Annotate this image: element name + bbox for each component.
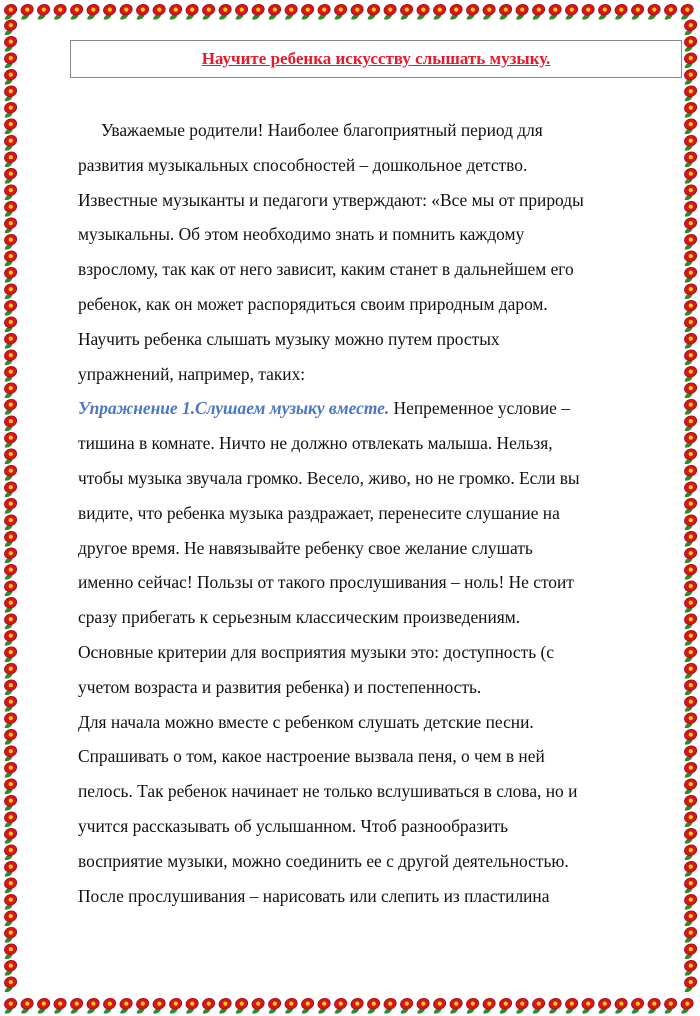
red-flower-icon [528, 3, 547, 20]
red-flower-icon [0, 794, 19, 812]
red-flower-icon [0, 365, 19, 383]
red-flower-icon [680, 860, 699, 878]
red-flower-icon [680, 447, 699, 465]
red-flower-icon [0, 513, 19, 531]
red-flower-icon [660, 997, 679, 1015]
red-flower-icon [116, 997, 135, 1015]
red-flower-icon [0, 233, 19, 251]
red-flower-icon [231, 997, 250, 1015]
red-flower-icon [611, 997, 630, 1015]
paragraph-line: пелось. Так ребенок начинает не только вслушиваться в слова, но и [78, 781, 578, 802]
red-flower-icon [479, 997, 498, 1015]
red-flower-icon [578, 997, 597, 1015]
red-flower-icon [0, 84, 19, 102]
red-flower-icon [0, 266, 19, 284]
red-flower-icon [0, 563, 19, 581]
red-flower-icon [132, 997, 151, 1015]
red-flower-icon [680, 84, 699, 102]
red-flower-icon [545, 997, 564, 1015]
red-flower-icon [680, 728, 699, 746]
red-flower-icon [0, 282, 19, 300]
red-flower-icon [314, 997, 333, 1015]
red-flower-icon [578, 3, 597, 20]
red-flower-icon [281, 3, 300, 20]
red-flower-icon [0, 678, 19, 696]
red-flower-icon [0, 827, 19, 845]
red-flower-icon [680, 645, 699, 663]
red-flower-icon [0, 117, 19, 135]
red-flower-icon [627, 3, 646, 20]
red-flower-icon [363, 3, 382, 20]
red-flower-icon [680, 744, 699, 762]
red-flower-icon [0, 843, 19, 861]
red-flower-icon [0, 530, 19, 548]
red-flower-icon [0, 183, 19, 201]
red-flower-icon [680, 975, 699, 993]
red-flower-icon [0, 68, 19, 86]
red-flower-icon [182, 997, 201, 1015]
red-flower-icon [680, 150, 699, 168]
red-flower-icon [0, 150, 19, 168]
red-flower-icon [363, 997, 382, 1015]
paragraph-line: взрослому, так как от него зависит, каким станет в дальнейшем его [78, 259, 574, 280]
red-flower-icon [0, 695, 19, 713]
red-flower-icon [680, 216, 699, 234]
red-flower-icon [680, 678, 699, 696]
red-flower-icon [0, 596, 19, 614]
red-flower-icon [0, 332, 19, 350]
red-flower-icon [0, 299, 19, 317]
red-flower-icon [0, 249, 19, 267]
paragraph-line: Основные критерии для восприятия музыки это: доступность (с [78, 641, 555, 662]
red-flower-icon [495, 997, 514, 1015]
red-flower-icon [680, 959, 699, 977]
red-flower-icon [0, 497, 19, 515]
red-flower-icon [680, 827, 699, 845]
red-flower-icon [680, 68, 699, 86]
red-flower-icon [462, 997, 481, 1015]
red-flower-icon [680, 563, 699, 581]
red-flower-icon [680, 282, 699, 300]
red-flower-icon [680, 794, 699, 812]
red-flower-icon [561, 3, 580, 20]
paragraph-line: музыкальны. Об этом необходимо знать и помнить каждому [78, 224, 525, 245]
red-flower-icon [99, 997, 118, 1015]
red-flower-icon [0, 744, 19, 762]
exercise-title: Упражнение 1.Слушаем музыку вместе. [78, 398, 390, 419]
red-flower-icon [680, 942, 699, 960]
red-flower-icon [0, 167, 19, 185]
red-flower-icon [680, 909, 699, 927]
paragraph-line: После прослушивания – нарисовать или слепить из пластилина [78, 885, 550, 906]
paragraph-line: чтобы музыка звучала громко. Весело, живо, но не громко. Если вы [78, 467, 580, 488]
red-flower-icon [680, 200, 699, 218]
red-flower-icon [680, 629, 699, 647]
red-flower-icon [330, 997, 349, 1015]
red-flower-icon [264, 997, 283, 1015]
red-flower-icon [297, 3, 316, 20]
red-flower-icon [680, 612, 699, 630]
red-flower-icon [264, 3, 283, 20]
red-flower-icon [680, 464, 699, 482]
red-flower-icon [680, 134, 699, 152]
paragraph-line: тишина в комнате. Ничто не должно отвлекать малыша. Нельзя, [78, 433, 553, 454]
red-flower-icon [396, 3, 415, 20]
red-flower-icon [680, 266, 699, 284]
paragraph-line: Спрашивать о том, какое настроение вызвала пеня, о чем в ней [78, 746, 545, 767]
red-flower-icon [0, 546, 19, 564]
border-bottom [0, 996, 700, 1016]
red-flower-icon [297, 997, 316, 1015]
red-flower-icon [680, 711, 699, 729]
red-flower-icon [0, 942, 19, 960]
exercise-first-line [78, 391, 678, 426]
red-flower-icon [0, 629, 19, 647]
red-flower-icon [644, 3, 663, 20]
red-flower-icon [680, 381, 699, 399]
red-flower-icon [0, 134, 19, 152]
red-flower-icon [33, 3, 52, 20]
red-flower-icon [0, 777, 19, 795]
border-right [680, 0, 700, 1016]
red-flower-icon [0, 909, 19, 927]
red-flower-icon [446, 3, 465, 20]
red-flower-icon [680, 167, 699, 185]
red-flower-icon [0, 447, 19, 465]
paragraph-line: видите, что ребенка музыка раздражает, перенесите слушание на [78, 502, 560, 523]
red-flower-icon [0, 51, 19, 69]
red-flower-icon [0, 975, 19, 993]
red-flower-icon [680, 51, 699, 69]
red-flower-icon [396, 997, 415, 1015]
red-flower-icon [215, 3, 234, 20]
red-flower-icon [0, 35, 19, 53]
red-flower-icon [0, 18, 19, 36]
red-flower-icon [0, 414, 19, 432]
red-flower-icon [198, 997, 217, 1015]
red-flower-icon [50, 3, 69, 20]
red-flower-icon [680, 480, 699, 498]
red-flower-icon [680, 596, 699, 614]
red-flower-icon [231, 3, 250, 20]
paragraph-line: Для начала можно вместе с ребенком слушать детские песни. [78, 711, 534, 732]
paragraph-line: ребенок, как он может распорядиться своим природным даром. [78, 293, 548, 314]
red-flower-icon [644, 997, 663, 1015]
red-flower-icon [0, 200, 19, 218]
red-flower-icon [0, 398, 19, 416]
red-flower-icon [680, 35, 699, 53]
red-flower-icon [680, 876, 699, 894]
red-flower-icon [0, 728, 19, 746]
red-flower-icon [680, 233, 699, 251]
red-flower-icon [0, 926, 19, 944]
red-flower-icon [680, 497, 699, 515]
red-flower-icon [680, 893, 699, 911]
red-flower-icon [680, 431, 699, 449]
red-flower-icon [0, 893, 19, 911]
red-flower-icon [0, 645, 19, 663]
red-flower-icon [149, 3, 168, 20]
page-title: Научите ребенка искусству слышать музыку. [201, 49, 551, 68]
red-flower-icon [0, 860, 19, 878]
red-flower-icon [528, 997, 547, 1015]
red-flower-icon [0, 348, 19, 366]
red-flower-icon [413, 3, 432, 20]
paragraph-line: Уважаемые родители! Наиболее благоприятный период для [101, 120, 543, 140]
red-flower-icon [561, 997, 580, 1015]
red-flower-icon [680, 843, 699, 861]
red-flower-icon [0, 662, 19, 680]
red-flower-icon [462, 3, 481, 20]
red-flower-icon [680, 249, 699, 267]
red-flower-icon [680, 299, 699, 317]
red-flower-icon [429, 3, 448, 20]
red-flower-icon [248, 997, 267, 1015]
red-flower-icon [149, 997, 168, 1015]
red-flower-icon [680, 810, 699, 828]
red-flower-icon [680, 662, 699, 680]
red-flower-icon [0, 315, 19, 333]
red-flower-icon [680, 398, 699, 416]
red-flower-icon [446, 997, 465, 1015]
red-flower-icon [314, 3, 333, 20]
red-flower-icon [0, 381, 19, 399]
red-flower-icon [165, 3, 184, 20]
red-flower-icon [215, 997, 234, 1015]
red-flower-icon [660, 3, 679, 20]
red-flower-icon [165, 997, 184, 1015]
paragraph-line: Известные музыканты и педагоги утверждают: «Все мы от природы [78, 189, 584, 210]
red-flower-icon [0, 711, 19, 729]
red-flower-icon [627, 997, 646, 1015]
red-flower-icon [680, 530, 699, 548]
red-flower-icon [198, 3, 217, 20]
red-flower-icon [680, 365, 699, 383]
red-flower-icon [50, 997, 69, 1015]
red-flower-icon [680, 761, 699, 779]
red-flower-icon [680, 315, 699, 333]
red-flower-icon [479, 3, 498, 20]
red-flower-icon [680, 183, 699, 201]
red-flower-icon [0, 480, 19, 498]
red-flower-icon [33, 997, 52, 1015]
red-flower-icon [594, 997, 613, 1015]
paragraph-line: учетом возраста и развития ребенка) и постепенность. [78, 676, 482, 697]
red-flower-icon [680, 926, 699, 944]
red-flower-icon [347, 997, 366, 1015]
paragraph-line: упражнений, например, таких: [78, 363, 306, 384]
red-flower-icon [680, 101, 699, 119]
red-flower-icon [132, 3, 151, 20]
red-flower-icon [680, 777, 699, 795]
paragraph-line: другое время. Не навязывайте ребенку свое желание слушать [78, 537, 533, 558]
red-flower-icon [495, 3, 514, 20]
red-flower-icon [380, 3, 399, 20]
red-flower-icon [182, 3, 201, 20]
red-flower-icon [83, 3, 102, 20]
red-flower-icon [0, 810, 19, 828]
red-flower-icon [66, 3, 85, 20]
red-flower-icon [680, 332, 699, 350]
red-flower-icon [680, 695, 699, 713]
red-flower-icon [680, 513, 699, 531]
red-flower-icon [0, 464, 19, 482]
red-flower-icon [611, 3, 630, 20]
red-flower-icon [594, 3, 613, 20]
red-flower-icon [0, 216, 19, 234]
red-flower-icon [248, 3, 267, 20]
exercise-first-line-rest: Непременное условие – [389, 398, 570, 419]
red-flower-icon [83, 997, 102, 1015]
paragraph-line: Научить ребенка слышать музыку можно путем простых [78, 328, 500, 349]
paragraph-line: именно сейчас! Пользы от такого прослушивания – ноль! Не стоит [78, 572, 574, 593]
red-flower-icon [330, 3, 349, 20]
red-flower-icon [99, 3, 118, 20]
paragraph-line: восприятие музыки, можно соединить ее с другой деятельностью. [78, 850, 569, 871]
red-flower-icon [0, 612, 19, 630]
red-flower-icon [512, 997, 531, 1015]
red-flower-icon [429, 997, 448, 1015]
red-flower-icon [680, 348, 699, 366]
red-flower-icon [0, 876, 19, 894]
red-flower-icon [680, 117, 699, 135]
document-body [78, 113, 678, 913]
red-flower-icon [680, 546, 699, 564]
red-flower-icon [413, 997, 432, 1015]
red-flower-icon [66, 997, 85, 1015]
red-flower-icon [680, 579, 699, 597]
paragraph-line: учится рассказывать об услышанном. Чтоб разнообразить [78, 815, 509, 836]
title-box [70, 40, 682, 78]
border-left [0, 0, 20, 1016]
red-flower-icon [0, 761, 19, 779]
red-flower-icon [0, 579, 19, 597]
red-flower-icon [0, 959, 19, 977]
red-flower-icon [116, 3, 135, 20]
red-flower-icon [545, 3, 564, 20]
red-flower-icon [680, 18, 699, 36]
paragraph-line: развития музыкальных способностей – дошкольное детство. [78, 154, 528, 175]
red-flower-icon [0, 431, 19, 449]
red-flower-icon [512, 3, 531, 20]
red-flower-icon [380, 997, 399, 1015]
paragraph-line: сразу прибегать к серьезным классическим произведениям. [78, 607, 521, 628]
red-flower-icon [680, 414, 699, 432]
red-flower-icon [347, 3, 366, 20]
red-flower-icon [281, 997, 300, 1015]
red-flower-icon [0, 101, 19, 119]
border-top [0, 0, 700, 20]
